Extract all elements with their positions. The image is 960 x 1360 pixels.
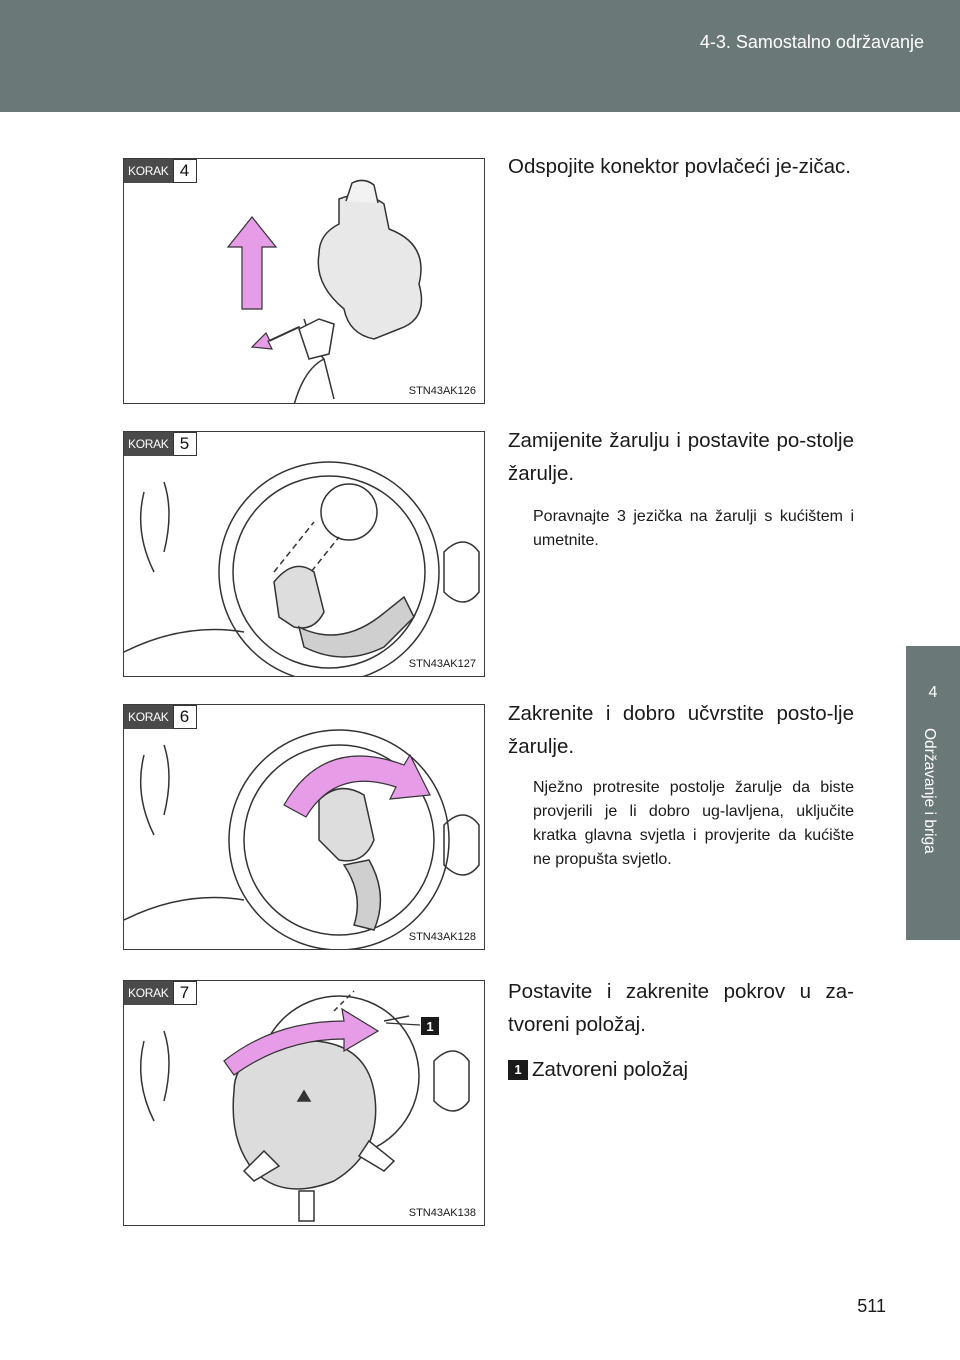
step-badge-number: 5 — [173, 432, 197, 456]
cover-close-illustration — [124, 981, 485, 1226]
step-7-callout — [508, 1055, 688, 1085]
page-number: 511 — [857, 1296, 886, 1316]
step-4-text: Odspojite konektor povlačeći je-zičac. — [508, 155, 851, 178]
page-header — [0, 0, 960, 112]
chapter-label: Održavanje i briga — [921, 728, 938, 854]
figure-step-4 — [123, 158, 485, 404]
section-title: 4-3. Samostalno održavanje — [699, 32, 924, 52]
figure-step-5 — [123, 431, 485, 677]
chapter-tab — [906, 646, 960, 940]
step-badge — [124, 159, 197, 183]
figure-code: STN43AK127 — [408, 658, 476, 670]
callout-1-marker-text: 1 — [426, 1019, 434, 1034]
step-badge-label: KORAK — [124, 981, 173, 1005]
step-badge-number: 7 — [173, 981, 197, 1005]
step-6-text: Zakrenite i dobro učvrstite posto-lje žarulje. — [508, 702, 854, 758]
figure-code: STN43AK138 — [408, 1207, 476, 1219]
step-badge — [124, 705, 197, 729]
callout-badge: 1 — [508, 1060, 528, 1080]
callout-text: Zatvoreni položaj — [532, 1058, 689, 1081]
step-badge-label: KORAK — [124, 159, 173, 183]
step-badge-number: 4 — [173, 159, 197, 183]
step-5-note: Poravnajte 3 jezička na žarulji s kućištem i umetnite. — [533, 508, 854, 549]
chapter-number: 4 — [928, 684, 938, 701]
step-badge — [124, 981, 197, 1005]
step-6-note: Nježno protresite postolje žarulje da biste provjerili je li dobro ug-lavljena, uključite kratka glavna svjetla i provjerite da kućište ne propušta svjetlo. — [533, 779, 854, 868]
step-badge-label: KORAK — [124, 432, 173, 456]
bulb-connector-illustration — [124, 159, 485, 404]
bulb-twist-illustration — [124, 705, 485, 950]
step-badge-number: 6 — [173, 705, 197, 729]
step-5-text: Zamijenite žarulju i postavite po-stolje žarulje. — [508, 429, 854, 485]
step-badge-label: KORAK — [124, 705, 173, 729]
figure-step-7 — [123, 980, 485, 1226]
figure-step-6 — [123, 704, 485, 950]
figure-code: STN43AK126 — [408, 385, 476, 397]
step-7-text: Postavite i zakrenite pokrov u za-tvoreni položaj. — [508, 980, 854, 1036]
step-badge — [124, 432, 197, 456]
bulb-insert-illustration — [124, 432, 485, 677]
figure-code: STN43AK128 — [408, 931, 476, 943]
